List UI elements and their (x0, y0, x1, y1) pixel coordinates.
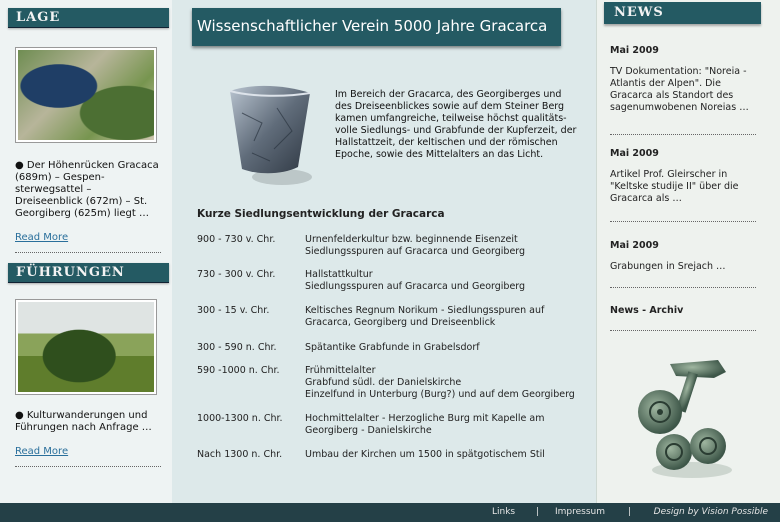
news-item-link[interactable]: Artikel Prof. Gleirscher in "Keltske studije II" über die Gracarca als … (610, 169, 739, 204)
timeline-desc: Spätantike Grabfunde in Grabelsdorf (305, 342, 480, 353)
timeline-date: 1000-1300 n. Chr. (197, 413, 283, 424)
ceramic-vessel-image (222, 83, 316, 189)
timeline-date: 590 -1000 n. Chr. (197, 365, 280, 376)
site-title: Wissenschaftlicher Verein 5000 Jahre Gracarca (192, 8, 561, 46)
timeline-desc: Hochmittelalter - Herzogliche Burg mit Kapelle am Georgiberg - Danielskirche (305, 413, 545, 436)
news-date: Mai 2009 (610, 45, 659, 56)
news-heading: NEWS (604, 2, 761, 24)
footer-links-link[interactable]: Links (492, 507, 516, 517)
timeline-date: 900 - 730 v. Chr. (197, 234, 276, 245)
footer (0, 503, 780, 522)
footer-credit[interactable]: Design by Vision Possible (653, 507, 768, 517)
news-item-link[interactable]: TV Dokumentation: "Noreia - Atlantis der Alpen". Die Gracarca als Standort des sagenumwobenen Noreias … (610, 66, 749, 113)
timeline-desc: Umbau der Kirchen um 1500 in spätgotischem Stil (305, 449, 545, 460)
timeline-desc: Keltisches Regnum Norikum - Siedlungsspuren auf Gracarca, Georgiberg und Dreiseenblick (305, 305, 545, 328)
divider (610, 330, 756, 331)
timeline-desc: Frühmittelalter Grabfund südl. der Danielskirche Einzelfund in Unterburg (Burg?) und auf dem Georgiberg (305, 365, 575, 400)
divider (610, 134, 756, 135)
divider (15, 466, 161, 467)
news-archive-link[interactable]: News - Archiv (610, 305, 684, 316)
timeline-date: 300 - 15 v. Chr. (197, 305, 270, 316)
fuehrungen-text: ● Kulturwanderungen und Führungen nach Anfrage … (15, 410, 152, 433)
lage-photo[interactable] (15, 47, 157, 143)
fuehrungen-photo[interactable] (15, 299, 157, 395)
lage-text: ● Der Höhenrücken Gracaca (689m) – Gespensterwegsattel – Dreiseenblick (672m) – St. Georgiberg (625m) liegt … (15, 160, 159, 219)
timeline-date: 730 - 300 v. Chr. (197, 269, 276, 280)
footer-separator: | (536, 507, 540, 517)
timeline-desc: Urnenfelderkultur bzw. beginnende Eisenzeit Siedlungsspuren auf Gracarca und Georgiberg (305, 234, 526, 257)
timeline-date: 300 - 590 n. Chr. (197, 342, 277, 353)
news-date: Mai 2009 (610, 148, 659, 159)
celtic-brooch-image (630, 352, 742, 482)
fuehrungen-heading: FÜHRUNGEN (8, 263, 169, 283)
divider (610, 287, 756, 288)
intro-text: Im Bereich der Gracarca, des Georgiberges und des Dreiseenblickes sowie auf dem Steiner Berg kamen umfangreiche, teilweise höchst qualitätsvolle Siedlungs- und Grabfunde der Kupferzeit, der Hallstattzeit, der keltischen und der römischen Epoche, sowie des Mittelalters an das Licht. (335, 89, 577, 160)
footer-impressum-link[interactable]: Impressum (555, 507, 606, 517)
timeline-date: Nach 1300 n. Chr. (197, 449, 283, 460)
fuehrungen-read-more-link[interactable]: Read More (15, 446, 69, 457)
news-date: Mai 2009 (610, 240, 659, 251)
divider (610, 221, 756, 222)
timeline-desc: Hallstattkultur Siedlungsspuren auf Gracarca und Georgiberg (305, 269, 526, 292)
news-item-link[interactable]: Grabungen in Srejach … (610, 261, 726, 272)
lage-read-more-link[interactable]: Read More (15, 232, 69, 243)
divider (15, 252, 161, 253)
footer-separator: | (628, 507, 632, 517)
timeline-heading: Kurze Siedlungsentwicklung der Gracarca (197, 208, 445, 220)
lage-heading: LAGE (8, 8, 169, 28)
